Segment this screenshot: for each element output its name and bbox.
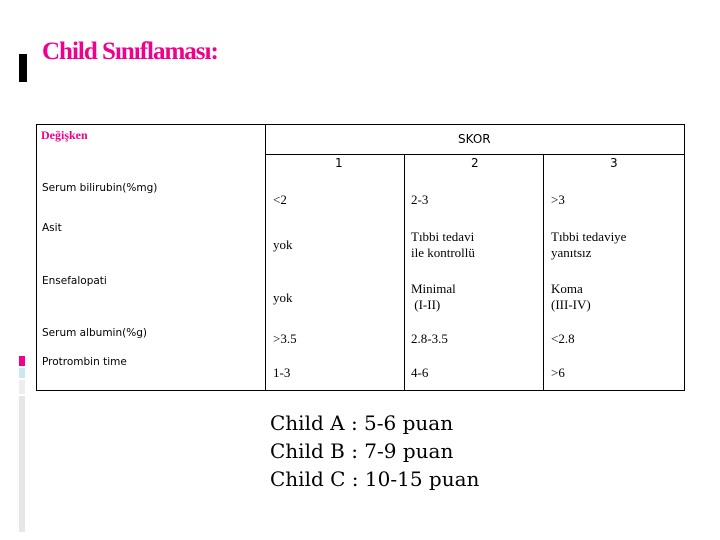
cell-protrombin-3: >6 [551,365,565,380]
summary-line-b: Child B : 7-9 puan [270,439,454,463]
row-label-bilirubin: Serum bilirubin(%mg) [42,182,158,194]
cell-ensefalopati-1: yok [273,290,293,305]
side-decoration-light [19,380,25,394]
cell-asit-1: yok [273,237,293,252]
cell-albumin-3: <2.8 [551,331,575,346]
summary-line-a: Child A : 5-6 puan [270,411,454,435]
side-decoration-pink [19,356,25,366]
score-subheader-line [265,154,685,155]
cell-albumin-2: 2.8-3.5 [411,331,448,346]
row-label-protrombin: Protrombin time [42,356,127,368]
score-column-1: 1 [335,156,343,170]
cell-ensefalopati-2: Minimal (I-II) [411,281,456,312]
cell-bilirubin-3: >3 [551,192,565,207]
left-column-divider [265,124,266,391]
slide-title: Child Sınıflaması: [42,38,218,65]
column-divider-1 [404,154,405,391]
child-classification-table [36,124,685,391]
cell-bilirubin-2: 2-3 [411,192,429,207]
score-header: SKOR [458,132,491,146]
cell-asit-2: Tıbbi tedavi ile kontrollü [411,229,475,260]
column-divider-2 [543,154,544,391]
cell-protrombin-1: 1-3 [273,365,291,380]
summary-line-c: Child C : 10-15 puan [270,467,480,491]
row-label-asit: Asit [42,222,62,234]
cell-ensefalopati-3: Koma (III-IV) [551,281,591,312]
score-column-3: 3 [610,156,618,170]
cell-bilirubin-1: <2 [273,192,287,207]
score-column-2: 2 [471,156,479,170]
cell-asit-3: Tıbbi tedaviye yanıtsız [551,229,627,260]
cell-protrombin-2: 4-6 [411,365,429,380]
row-label-ensefalopati: Ensefalopati [42,275,107,287]
row-label-albumin: Serum albumin(%g) [42,327,147,339]
title-accent-bar [19,54,27,82]
child-score-summary [270,409,479,493]
variable-header: Değişken [41,128,88,142]
side-decoration-gray [19,396,25,532]
side-decoration-blue [19,368,25,378]
cell-albumin-1: >3.5 [273,331,297,346]
